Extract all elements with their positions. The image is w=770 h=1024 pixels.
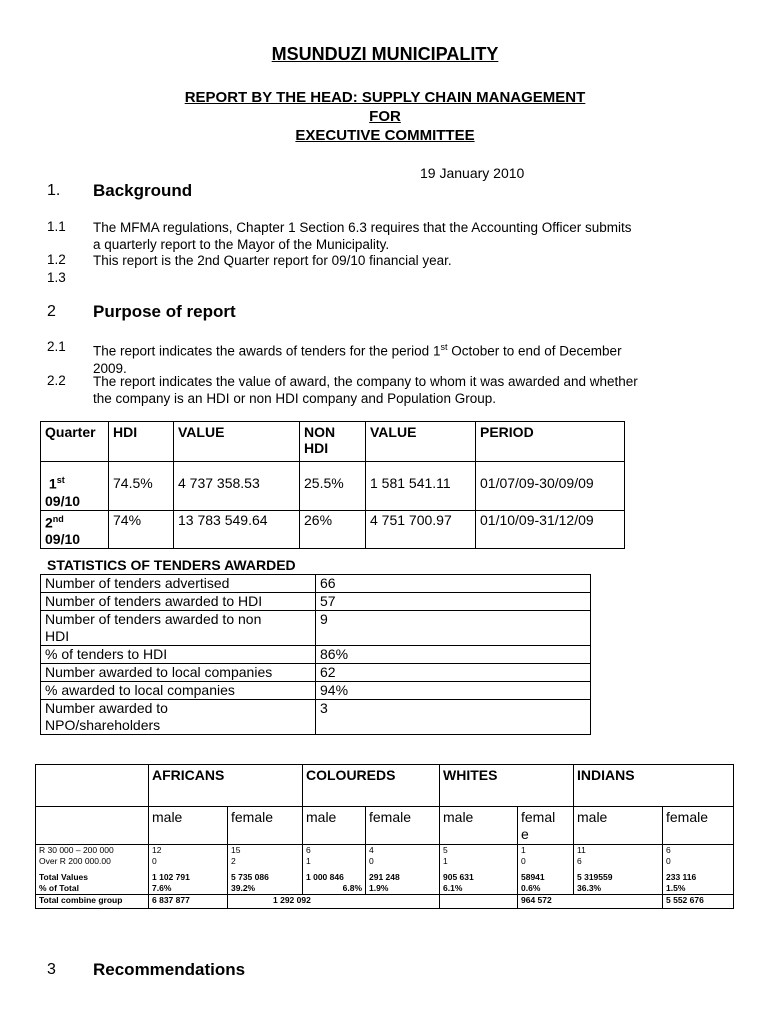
africans-female: female bbox=[228, 807, 303, 845]
group-indians: INDIANS bbox=[574, 765, 734, 807]
non-hdi-cell: 25.5% bbox=[300, 462, 366, 511]
table-row bbox=[41, 593, 591, 611]
whites-female: femal e bbox=[518, 807, 574, 845]
coloureds-female: female bbox=[366, 807, 440, 845]
para-1-1-number: 1.1 bbox=[47, 219, 66, 234]
section-1-number: 1. bbox=[47, 182, 61, 199]
value-cell: 6 1 bbox=[303, 845, 366, 868]
para-2-1-sup: st bbox=[440, 342, 448, 352]
para-2-2-number: 2.2 bbox=[47, 373, 66, 388]
value2-cell: 1 581 541.11 bbox=[366, 462, 476, 511]
col-quarter: Quarter bbox=[41, 422, 109, 462]
document-title: MSUNDUZI MUNICIPALITY bbox=[271, 44, 499, 64]
para-1-2-number: 1.2 bbox=[47, 252, 66, 267]
group-whites: WHITES bbox=[440, 765, 574, 807]
value-cell: 1 102 791 7.6% bbox=[149, 867, 228, 895]
whites-male: male bbox=[440, 807, 518, 845]
combine-row bbox=[36, 895, 734, 909]
table-row bbox=[41, 575, 591, 593]
value-cell: 1 0 bbox=[518, 845, 574, 868]
value-cell: 233 116 1.5% bbox=[663, 867, 734, 895]
table-row bbox=[41, 510, 625, 549]
table-row bbox=[41, 646, 591, 664]
para-1-2: This report is the 2nd Quarter report for 09/10 financial year. bbox=[93, 253, 452, 268]
stats-title: STATISTICS OF TENDERS AWARDED bbox=[47, 557, 296, 573]
section-3-number: 3 bbox=[47, 961, 56, 978]
non-hdi-cell: 26% bbox=[300, 510, 366, 549]
indians-combined: 5 552 676 bbox=[663, 895, 734, 909]
value-cell: 5 735 086 39.2% bbox=[228, 867, 303, 895]
value2-cell: 4 751 700.97 bbox=[366, 510, 476, 549]
empty-cell bbox=[440, 895, 518, 909]
indians-female: female bbox=[663, 807, 734, 845]
table-row bbox=[41, 682, 591, 700]
quarter-table bbox=[40, 421, 625, 549]
value-cell: 4 0 bbox=[366, 845, 440, 868]
value-cell: 1 000 846 6.8% bbox=[303, 867, 366, 895]
para-1-1-line1: The MFMA regulations, Chapter 1 Section 6.3 requires that the Accounting Officer submits bbox=[93, 220, 632, 235]
para-2-1-line2: 2009. bbox=[93, 360, 127, 376]
table-row bbox=[41, 664, 591, 682]
para-1-3-number: 1.3 bbox=[47, 270, 66, 285]
para-1-1-line2: a quarterly report to the Mayor of the Municipality. bbox=[93, 237, 390, 252]
value-cell: 5 319559 36.3% bbox=[574, 867, 663, 895]
para-2-2 bbox=[93, 373, 733, 407]
stat-value: 94% bbox=[316, 682, 591, 700]
table-row bbox=[41, 611, 591, 646]
col-period: PERIOD bbox=[476, 422, 625, 462]
para-2-2-line2: the company is an HDI or non HDI company and Population Group. bbox=[93, 391, 496, 406]
para-2-2-line1: The report indicates the value of award, the company to whom it was awarded and whether bbox=[93, 374, 638, 389]
stat-value: 62 bbox=[316, 664, 591, 682]
para-1-1 bbox=[93, 219, 733, 253]
africans-combined: 6 837 877 bbox=[149, 895, 228, 909]
coloureds-male: male bbox=[303, 807, 366, 845]
section-2-number: 2 bbox=[47, 303, 56, 320]
report-subtitle: REPORT BY THE HEAD: SUPPLY CHAIN MANAGEMENT bbox=[184, 89, 586, 106]
table-row bbox=[41, 700, 591, 735]
report-date: 19 January 2010 bbox=[420, 165, 525, 181]
table-row bbox=[36, 845, 734, 868]
stat-label: Number of tenders advertised bbox=[41, 575, 316, 593]
table-row bbox=[41, 462, 625, 511]
value-cell: 12 0 bbox=[149, 845, 228, 868]
row-label: Total combine group bbox=[36, 895, 149, 909]
quarter-table-header bbox=[41, 422, 625, 462]
hdi-cell: 74% bbox=[109, 510, 174, 549]
stat-value: 3 bbox=[316, 700, 591, 735]
africans-male: male bbox=[149, 807, 228, 845]
para-2-1 bbox=[93, 339, 733, 377]
value-cell: 905 631 6.1% bbox=[440, 867, 518, 895]
value-cell: 15 2 bbox=[228, 845, 303, 868]
quarter-cell: 1st 09/10 bbox=[41, 462, 109, 511]
para-2-1-number: 2.1 bbox=[47, 339, 66, 354]
row-label: Total Values % of Total bbox=[36, 867, 149, 895]
period-cell: 01/10/09-31/12/09 bbox=[476, 510, 625, 549]
row-label: R 30 000 – 200 000 Over R 200 000.00 bbox=[36, 845, 149, 868]
stat-value: 86% bbox=[316, 646, 591, 664]
stat-value: 9 bbox=[316, 611, 591, 646]
section-2-heading: Purpose of report bbox=[93, 302, 236, 321]
stat-label: % awarded to local companies bbox=[41, 682, 316, 700]
col-value: VALUE bbox=[174, 422, 300, 462]
value-cell: 291 248 1.9% bbox=[366, 867, 440, 895]
stat-value: 66 bbox=[316, 575, 591, 593]
stats-table bbox=[40, 574, 591, 735]
whites-combined: 964 572 bbox=[518, 895, 663, 909]
stat-label: Number awarded to NPO/shareholders bbox=[41, 700, 316, 735]
col-hdi: HDI bbox=[109, 422, 174, 462]
period-cell: 01/07/09-30/09/09 bbox=[476, 462, 625, 511]
group-coloureds: COLOUREDS bbox=[303, 765, 440, 807]
empty-cell bbox=[36, 765, 149, 807]
group-header-row bbox=[36, 765, 734, 807]
quarter-cell: 2nd 09/10 bbox=[41, 510, 109, 549]
value-cell: 13 783 549.64 bbox=[174, 510, 300, 549]
col-value-2: VALUE bbox=[366, 422, 476, 462]
coloureds-combined: 1 292 092 bbox=[228, 895, 440, 909]
section-3-heading: Recommendations bbox=[93, 960, 246, 979]
stat-label: % of tenders to HDI bbox=[41, 646, 316, 664]
para-2-1-b: October to end of December bbox=[447, 343, 622, 359]
empty-cell bbox=[36, 807, 149, 845]
report-subtitle-committee: EXECUTIVE COMMITTEE bbox=[295, 127, 475, 144]
indians-male: male bbox=[574, 807, 663, 845]
value-cell: 6 0 bbox=[663, 845, 734, 868]
para-2-1-a: The report indicates the awards of tenders for the period 1 bbox=[93, 343, 441, 359]
stat-label: Number awarded to local companies bbox=[41, 664, 316, 682]
stat-value: 57 bbox=[316, 593, 591, 611]
stat-label: Number of tenders awarded to HDI bbox=[41, 593, 316, 611]
value-cell: 58941 0.6% bbox=[518, 867, 574, 895]
group-africans: AFRICANS bbox=[149, 765, 303, 807]
gender-header-row bbox=[36, 807, 734, 845]
section-1-heading: Background bbox=[93, 181, 193, 200]
report-subtitle-for: FOR bbox=[369, 108, 401, 125]
value-cell: 4 737 358.53 bbox=[174, 462, 300, 511]
value-cell: 5 1 bbox=[440, 845, 518, 868]
stat-label: Number of tenders awarded to non HDI bbox=[41, 611, 316, 646]
hdi-cell: 74.5% bbox=[109, 462, 174, 511]
value-cell: 11 6 bbox=[574, 845, 663, 868]
table-row bbox=[36, 867, 734, 895]
col-non-hdi: NON HDI bbox=[300, 422, 366, 462]
population-table bbox=[35, 764, 734, 909]
